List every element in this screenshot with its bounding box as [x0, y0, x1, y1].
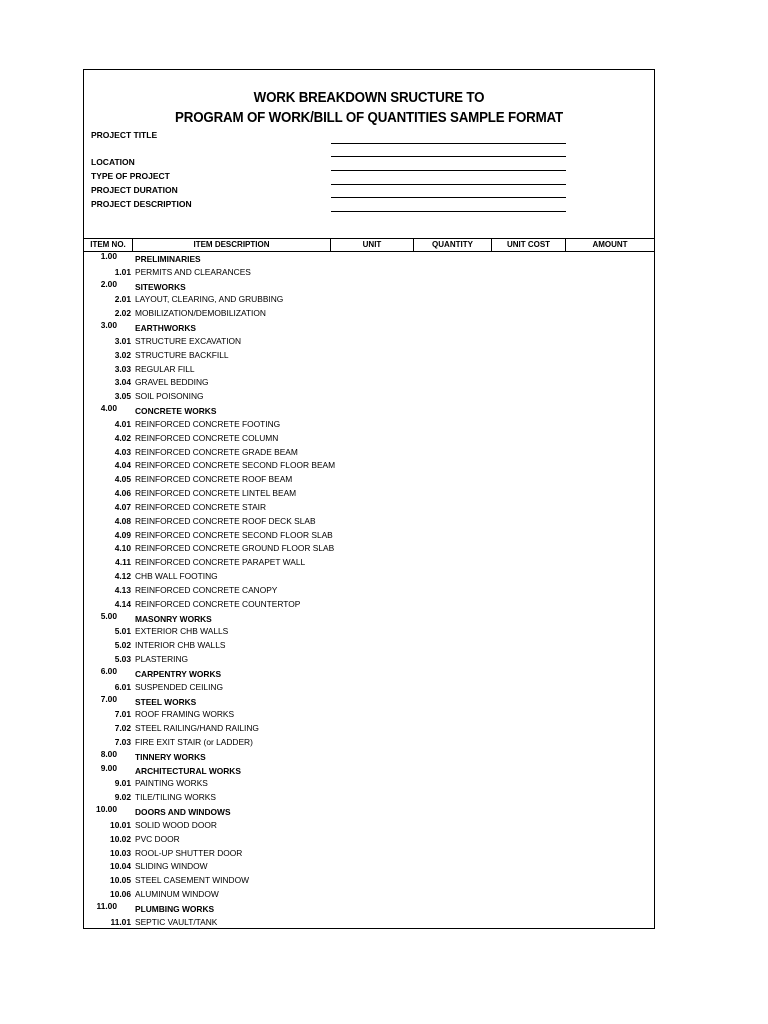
item-description: REINFORCED CONCRETE FOOTING: [135, 418, 281, 429]
items-list: [84, 253, 654, 931]
item-number: 10.00: [96, 804, 117, 815]
item-row: [84, 585, 654, 599]
item-row: [84, 391, 654, 405]
item-row: [84, 778, 654, 792]
item-description: REINFORCED CONCRETE COLUMN: [135, 432, 279, 443]
item-row: [84, 709, 654, 723]
item-row: [84, 488, 654, 502]
item-row: [84, 543, 654, 557]
item-description: SOIL POISONING: [135, 391, 204, 402]
type-of-project-label: TYPE OF PROJECT: [91, 171, 170, 181]
item-description: PVC DOOR: [135, 833, 180, 844]
item-number: 4.05: [114, 474, 131, 485]
item-row: [84, 654, 654, 668]
item-description: GRAVEL BEDDING: [135, 377, 209, 388]
item-row: [84, 502, 654, 516]
item-number: 4.02: [114, 432, 131, 443]
item-number: 10.03: [110, 847, 131, 858]
col-amount: AMOUNT: [592, 240, 628, 249]
item-description: PRELIMINARIES: [135, 254, 201, 264]
item-number: 5.03: [114, 654, 131, 665]
item-number: 4.14: [114, 598, 131, 609]
project-duration-input-line[interactable]: [331, 184, 566, 185]
item-description: REINFORCED CONCRETE CANOPY: [135, 584, 278, 595]
item-number: 4.04: [114, 460, 131, 471]
section-row: [84, 693, 654, 710]
item-row: [84, 419, 654, 433]
item-number: 10.06: [110, 889, 131, 900]
section-row: [84, 278, 654, 295]
project-description-label: PROJECT DESCRIPTION: [91, 199, 192, 209]
item-number: 4.10: [114, 543, 131, 554]
item-description: EXTERIOR CHB WALLS: [135, 626, 229, 637]
item-description: REINFORCED CONCRETE LINTEL BEAM: [135, 488, 297, 499]
location-input-line[interactable]: [331, 156, 566, 157]
item-description: ROOF FRAMING WORKS: [135, 709, 235, 720]
item-number: 1.00: [100, 251, 117, 261]
item-description: MASONRY WORKS: [135, 613, 212, 624]
item-description: LAYOUT, CLEARING, AND GRUBBING: [135, 294, 284, 305]
section-row: [84, 806, 654, 820]
item-row: [84, 792, 654, 806]
item-description: ARCHITECTURAL WORKS: [135, 765, 241, 776]
item-description: REINFORCED CONCRETE GRADE BEAM: [135, 446, 298, 457]
item-description: REINFORCED CONCRETE GROUND FLOOR SLAB: [135, 543, 335, 554]
item-description: ALUMINUM WINDOW: [135, 889, 219, 900]
item-number: 7.03: [114, 736, 131, 747]
section-row: [84, 322, 654, 336]
item-number: 4.03: [114, 446, 131, 457]
item-description: TILE/TILING WORKS: [135, 792, 216, 803]
item-number: 4.07: [114, 501, 131, 512]
item-description: EARTHWORKS: [135, 323, 196, 334]
col-unit: UNIT: [331, 239, 414, 251]
item-description: SUSPENDED CEILING: [135, 681, 223, 692]
project-description-input-line[interactable]: [331, 197, 566, 198]
item-number: 7.02: [114, 723, 131, 734]
item-number: 2.02: [114, 308, 131, 319]
item-number: 4.13: [114, 584, 131, 595]
item-description: PERMITS AND CLEARANCES: [135, 266, 251, 277]
section-row: [84, 762, 654, 779]
item-description: REINFORCED CONCRETE COUNTERTOP: [135, 598, 301, 609]
item-row: [84, 571, 654, 585]
item-row: [84, 433, 654, 447]
item-number: 6.01: [114, 681, 131, 692]
item-row: [84, 267, 654, 281]
section-row: [84, 748, 654, 765]
project-title-input-line[interactable]: [331, 143, 566, 144]
item-description: SOLID WOOD DOOR: [135, 819, 217, 830]
project-description-input-line-2[interactable]: [331, 211, 566, 212]
item-description: REINFORCED CONCRETE ROOF DECK SLAB: [135, 515, 316, 526]
item-row: [84, 917, 654, 931]
item-number: 8.00: [100, 748, 117, 759]
type-of-project-input-line[interactable]: [331, 170, 566, 171]
item-description: STEEL CASEMENT WINDOW: [135, 875, 250, 886]
section-row: [84, 253, 654, 267]
item-number: 2.01: [114, 294, 131, 305]
item-description: REINFORCED CONCRETE STAIR: [135, 501, 267, 512]
item-number: 3.01: [114, 335, 131, 346]
project-title-label: PROJECT TITLE: [91, 130, 158, 140]
item-description: DOORS AND WINDOWS: [135, 807, 231, 818]
section-row: [84, 665, 654, 682]
item-number: 4.11: [115, 557, 131, 568]
item-description: PAINTING WORKS: [135, 778, 208, 789]
item-description: FIRE EXIT STAIR (or LADDER): [135, 736, 253, 747]
item-number: 3.00: [100, 320, 117, 331]
item-number: 5.01: [114, 626, 131, 637]
item-row: [84, 308, 654, 322]
item-description: REINFORCED CONCRETE SECOND FLOOR BEAM: [135, 460, 336, 471]
form-title-line-1: WORK BREAKDOWN SRUCTURE TO: [253, 90, 485, 106]
item-row: [84, 377, 654, 391]
item-description: CHB WALL FOOTING: [135, 571, 218, 582]
item-row: [84, 640, 654, 654]
item-row: [84, 557, 654, 571]
item-description: CONCRETE WORKS: [135, 406, 217, 417]
item-number: 4.06: [114, 488, 131, 499]
item-number: 5.00: [100, 610, 117, 621]
item-number: 3.02: [114, 349, 131, 360]
item-row: [84, 447, 654, 461]
location-label: LOCATION: [91, 157, 135, 167]
item-number: 4.12: [114, 571, 131, 582]
item-number: 4.08: [114, 515, 131, 526]
project-duration-label: PROJECT DURATION: [91, 185, 178, 195]
item-number: 7.01: [114, 709, 131, 720]
item-description: REINFORCED CONCRETE SECOND FLOOR SLAB: [135, 529, 333, 540]
item-row: [84, 599, 654, 613]
section-row: [84, 610, 654, 627]
item-row: [84, 626, 654, 640]
item-row: [84, 737, 654, 751]
item-description: STEEL WORKS: [135, 696, 197, 707]
item-row: [84, 530, 654, 544]
item-description: PLUMBING WORKS: [135, 903, 215, 914]
item-description: STRUCTURE BACKFILL: [135, 349, 229, 360]
item-row: [84, 861, 654, 875]
item-number: 9.02: [114, 792, 131, 803]
item-description: STRUCTURE EXCAVATION: [135, 335, 242, 346]
item-row: [84, 875, 654, 889]
item-description: TINNERY WORKS: [135, 751, 206, 762]
item-row: [84, 364, 654, 378]
item-number: 10.01: [110, 819, 131, 830]
item-description: ROOL-UP SHUTTER DOOR: [135, 847, 243, 858]
item-description: REINFORCED CONCRETE PARAPET WALL: [135, 557, 306, 568]
item-number: 10.02: [110, 833, 131, 844]
item-number: 11.01: [110, 916, 131, 927]
item-description: STEEL RAILING/HAND RAILING: [135, 723, 259, 734]
item-number: 1.01: [114, 266, 131, 277]
item-description: PLASTERING: [135, 654, 189, 665]
col-item-no: ITEM NO.: [84, 239, 133, 251]
item-description: INTERIOR CHB WALLS: [135, 640, 226, 651]
item-number: 4.00: [100, 403, 117, 414]
item-number: 11.00: [96, 900, 117, 911]
item-number: 9.00: [100, 762, 117, 773]
item-number: 3.05: [114, 391, 131, 402]
item-number: 4.01: [114, 418, 131, 429]
item-row: [84, 682, 654, 696]
col-item-description: ITEM DESCRIPTION: [133, 239, 331, 251]
item-number: 10.05: [110, 875, 131, 886]
item-row: [84, 516, 654, 530]
item-description: REINFORCED CONCRETE ROOF BEAM: [135, 474, 293, 485]
table-header: [84, 238, 654, 252]
section-row: [84, 900, 654, 917]
col-quantity: QUANTITY: [414, 239, 492, 251]
item-row: [84, 889, 654, 903]
item-description: CARPENTRY WORKS: [135, 668, 222, 679]
item-row: [84, 723, 654, 737]
item-row: [84, 474, 654, 488]
item-row: [84, 294, 654, 308]
col-unit-cost: UNIT COST: [492, 239, 566, 251]
item-row: [84, 820, 654, 834]
item-number: 7.00: [100, 693, 117, 704]
item-description: REGULAR FILL: [135, 363, 195, 374]
item-number: 3.04: [114, 377, 131, 388]
item-description: SLIDING WINDOW: [135, 861, 208, 872]
item-number: 5.02: [114, 640, 131, 651]
item-row: [84, 834, 654, 848]
item-row: [84, 460, 654, 474]
item-description: MOBILIZATION/DEMOBILIZATION: [135, 308, 266, 319]
item-description: SITEWORKS: [135, 281, 186, 292]
item-number: 3.03: [114, 363, 131, 374]
item-number: 4.09: [114, 529, 131, 540]
item-description: SEPTIC VAULT/TANK: [135, 916, 218, 927]
form-title-line-2: PROGRAM OF WORK/BILL OF QUANTITIES SAMPLE FORMAT: [175, 110, 563, 126]
item-row: [84, 336, 654, 350]
item-number: 6.00: [100, 665, 117, 676]
item-number: 2.00: [100, 278, 117, 289]
item-number: 10.04: [110, 861, 131, 872]
section-row: [84, 405, 654, 419]
item-row: [84, 350, 654, 364]
item-row: [84, 848, 654, 862]
item-number: 9.01: [114, 778, 131, 789]
bill-of-quantities-form: [83, 69, 655, 929]
